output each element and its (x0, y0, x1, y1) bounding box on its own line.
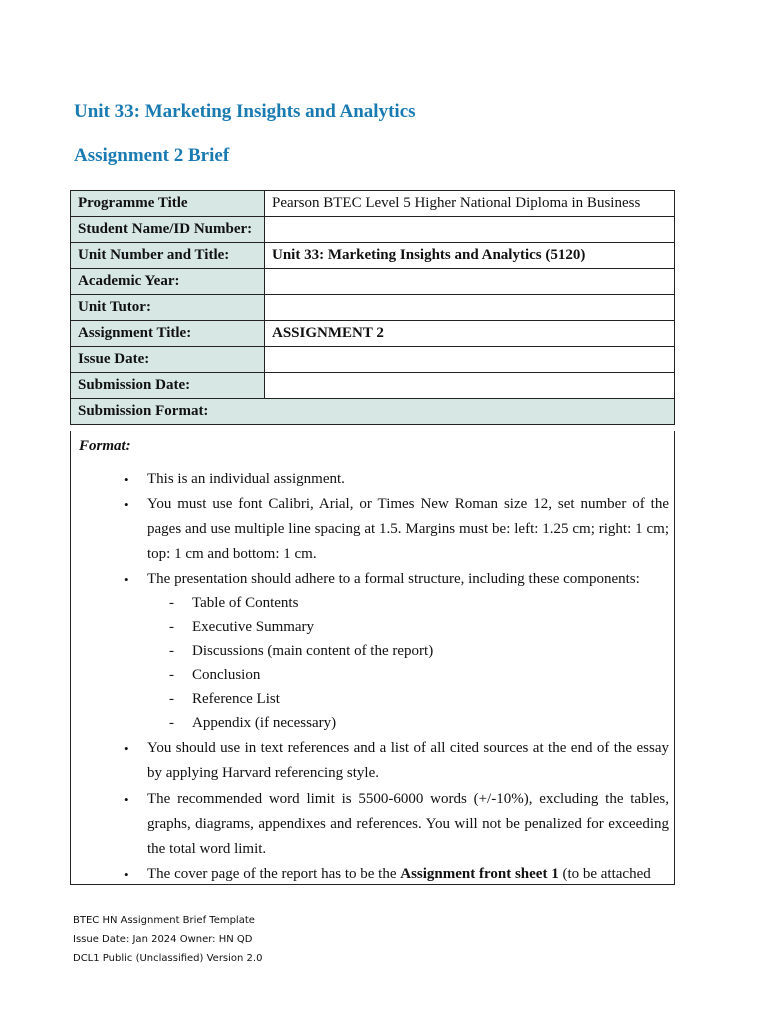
row-label: Unit Tutor: (71, 295, 265, 321)
list-item-text: You must use font Calibri, Arial, or Times New Roman size 12, set number of the pages and use multiple line spacing at 1.5. Margins must be: left: 1.25 cm; right: 1 cm; top: 1 cm and bottom: 1 cm. (147, 496, 669, 562)
sub-list-item-text: Executive Summary (192, 619, 315, 635)
bullet-icon: • (124, 792, 129, 807)
row-value (265, 217, 675, 243)
list-item (124, 736, 669, 786)
front-sheet-reference: Assignment front sheet 1 (400, 866, 559, 882)
list-item-text: You should use in text references and a list of all cited sources at the end of the essay by applying Harvard referencing style. (147, 740, 669, 781)
list-item (124, 467, 669, 492)
row-value: Pearson BTEC Level 5 Higher National Diploma in Business (265, 191, 675, 217)
format-title: Format: (79, 438, 131, 454)
table-row (71, 373, 675, 399)
table-row (71, 399, 675, 425)
format-section (70, 431, 675, 885)
table-row (71, 243, 675, 269)
table-row (71, 347, 675, 373)
assignment-info-table (70, 190, 675, 425)
sub-list-item (169, 687, 280, 711)
row-label: Assignment Title: (71, 321, 265, 347)
row-value (265, 269, 675, 295)
bullet-icon: • (124, 741, 129, 756)
list-item (124, 567, 669, 592)
dash-icon: - (169, 715, 174, 731)
sub-list-item (169, 711, 337, 735)
dash-icon: - (169, 643, 174, 659)
unit-heading: Unit 33: Marketing Insights and Analytics (74, 101, 416, 122)
footer-template-name: BTEC HN Assignment Brief Template (73, 915, 255, 926)
list-item (124, 862, 669, 885)
list-item-text: The cover page of the report has to be the (147, 866, 401, 882)
assignment-brief-heading: Assignment 2 Brief (74, 145, 230, 166)
list-item-text: (to be attached (558, 866, 651, 882)
table-row (71, 321, 675, 347)
table-row (71, 295, 675, 321)
list-item-text: The recommended word limit is 5500-6000 words (+/-10%), excluding the tables, graphs, diagrams, appendixes and references. You will not be penalized for exceeding the total word limit. (147, 791, 669, 857)
list-item (124, 787, 669, 862)
sub-list-item (169, 591, 299, 615)
table-row (71, 191, 675, 217)
submission-format-label: Submission Format: (71, 399, 675, 425)
bullet-icon: • (124, 472, 129, 487)
sub-list-item-text: Appendix (if necessary) (192, 715, 337, 731)
row-label: Programme Title (71, 191, 265, 217)
sub-list-item-text: Discussions (main content of the report) (192, 643, 434, 659)
row-value (265, 295, 675, 321)
bullet-icon: • (124, 497, 129, 512)
sub-list-item (169, 663, 261, 687)
dash-icon: - (169, 595, 174, 611)
row-value: ASSIGNMENT 2 (265, 321, 675, 347)
footer-issue-date: Issue Date: Jan 2024 Owner: HN QD (73, 934, 253, 945)
sub-list-item-text: Table of Contents (192, 595, 299, 611)
dash-icon: - (169, 691, 174, 707)
row-label: Unit Number and Title: (71, 243, 265, 269)
row-value (265, 373, 675, 399)
list-item-text: This is an individual assignment. (147, 471, 345, 487)
dash-icon: - (169, 619, 174, 635)
sub-list-item (169, 615, 315, 639)
dash-icon: - (169, 667, 174, 683)
row-value (265, 347, 675, 373)
list-item (124, 492, 669, 567)
footer-classification: DCL1 Public (Unclassified) Version 2.0 (73, 953, 263, 964)
bullet-icon: • (124, 867, 129, 882)
bullet-icon: • (124, 572, 129, 587)
table-row (71, 217, 675, 243)
table-row (71, 269, 675, 295)
row-label: Student Name/ID Number: (71, 217, 265, 243)
row-value: Unit 33: Marketing Insights and Analytics (5120) (265, 243, 675, 269)
row-label: Issue Date: (71, 347, 265, 373)
list-item-text: The presentation should adhere to a formal structure, including these components: (147, 571, 640, 587)
sub-list-item-text: Reference List (192, 691, 280, 707)
row-label: Submission Date: (71, 373, 265, 399)
sub-list-item-text: Conclusion (192, 667, 261, 683)
sub-list-item (169, 639, 434, 663)
row-label: Academic Year: (71, 269, 265, 295)
